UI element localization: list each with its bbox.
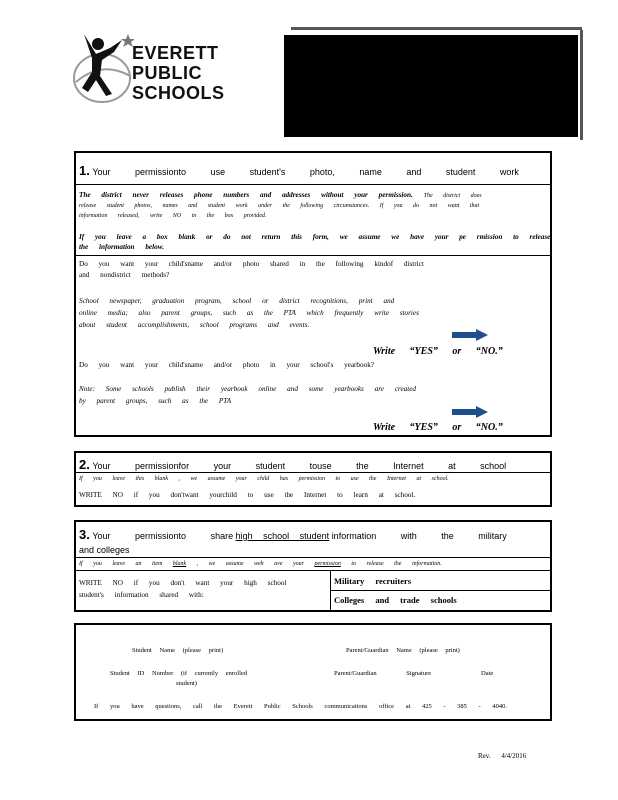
section-1-title: Your permissionto use student's photo, name and student work	[92, 167, 519, 177]
section-internet-permission	[74, 451, 552, 507]
district-policy-rest: The district does	[423, 193, 482, 199]
logo-line-everett: EVERETT	[132, 43, 219, 63]
colleges-label: Colleges and trade schools	[334, 595, 457, 605]
district-methods-question-1: Do you want your child'sname and/or photo shared in the following kindof district	[79, 260, 424, 268]
section-2-number: 2.	[79, 457, 90, 472]
section-2-heading	[79, 457, 506, 472]
military-blank-word: blank	[172, 561, 187, 567]
logo-figure-icon	[70, 30, 134, 110]
military-blank-note-a: If you leave an item	[79, 561, 163, 567]
blank-assumption-line1: If you leave a box blank or do not return this form, we assume we have your pe rmission to release	[79, 233, 551, 241]
write-yes-no-1: Write “YES” or “NO.”	[373, 346, 503, 357]
district-policy-line2: release student photos, names and student work under the following circumstances. If you do not want that	[79, 203, 480, 209]
arrow-right-icon	[452, 329, 488, 341]
district-policy-line3: information released, write NO in the box provided.	[79, 213, 267, 219]
logo-line-schools: SCHOOLS	[132, 83, 225, 103]
section-3-heading	[79, 527, 507, 542]
yearbook-question: Do you want your child'sname and/or photo in your school's yearbook?	[79, 361, 374, 369]
district-methods-question-2: and nondistrict methods?	[79, 271, 170, 279]
parent-name-field[interactable]: Parent/Guardian Name (please print)	[346, 647, 460, 654]
yearbook-note-line2: by parent groups, such as the PTA	[79, 397, 232, 405]
military-permission-word: permission	[314, 561, 341, 567]
methods-list-line3: about student accomplishments, school programs and events.	[79, 321, 310, 329]
arrow-right-icon	[452, 406, 488, 418]
methods-list-line2: online media; also parent groups, such as the PTA which frequently write stories	[79, 309, 419, 317]
military-blank-note-b: , we assume weh ave your	[196, 561, 304, 567]
write-yes-no-2: Write “YES” or “NO.”	[373, 422, 503, 433]
section-3-number: 3.	[79, 527, 90, 542]
student-id-field-line2: student)	[176, 680, 197, 687]
questions-contact: If you have questions, call the Everett Public Schools communications office at 425 - 385 - 4040.	[94, 703, 507, 710]
military-blank-note	[79, 561, 442, 567]
box-shadow-top	[291, 27, 582, 30]
military-blank-note-c: to release the information.	[351, 561, 442, 567]
methods-list-line1: School newspaper, graduation program, school or district recognitions, print and	[79, 297, 395, 305]
section-photo-permission	[74, 151, 552, 437]
internet-blank-note: If you leave this blank , we assume your child has permission to use the Internet at school.	[79, 476, 449, 482]
section-3-title-b: high school student	[235, 531, 330, 541]
box-shadow-right	[580, 30, 583, 140]
section-3-title-a: Your permissionto share	[92, 531, 234, 541]
section-signatures	[74, 623, 552, 721]
section-1-number: 1.	[79, 163, 90, 178]
military-write-no-2: student's information shared with:	[79, 591, 204, 599]
student-id-field[interactable]: Student ID Number (if currently enrolled	[110, 670, 248, 677]
internet-write-no: WRITE NO if you don'twant yourchild to use the Internet to learn at school.	[79, 491, 416, 499]
revision-date: Rev. 4/4/2016	[478, 752, 527, 760]
date-field[interactable]: Date	[481, 670, 494, 677]
section-1-heading	[79, 163, 519, 178]
parent-signature-field[interactable]: Parent/Guardian Signature	[334, 670, 432, 677]
section-3-title-line2: and colleges	[79, 545, 130, 555]
logo-line-public: PUBLIC	[132, 63, 202, 83]
student-name-field[interactable]: Student Name (please print)	[132, 647, 224, 654]
section-3-title-c: information with the military	[331, 531, 507, 541]
military-write-no-1: WRITE NO if you don't want your high school	[79, 579, 287, 587]
military-recruiters-label: Military recruiters	[334, 576, 412, 586]
blank-assumption-line2: the information below.	[79, 243, 165, 251]
district-logo	[70, 30, 250, 110]
section-2-title: Your permissionfor your student touse the Internet at school	[92, 461, 507, 471]
section-military-permission	[74, 520, 552, 612]
redacted-box	[284, 35, 578, 137]
yearbook-note-line1: Note: Some schools publish their yearbook online and some yearbooks are created	[79, 385, 417, 393]
district-policy-bold: The district never releases phone numbers and addresses without your permission.	[79, 191, 413, 199]
